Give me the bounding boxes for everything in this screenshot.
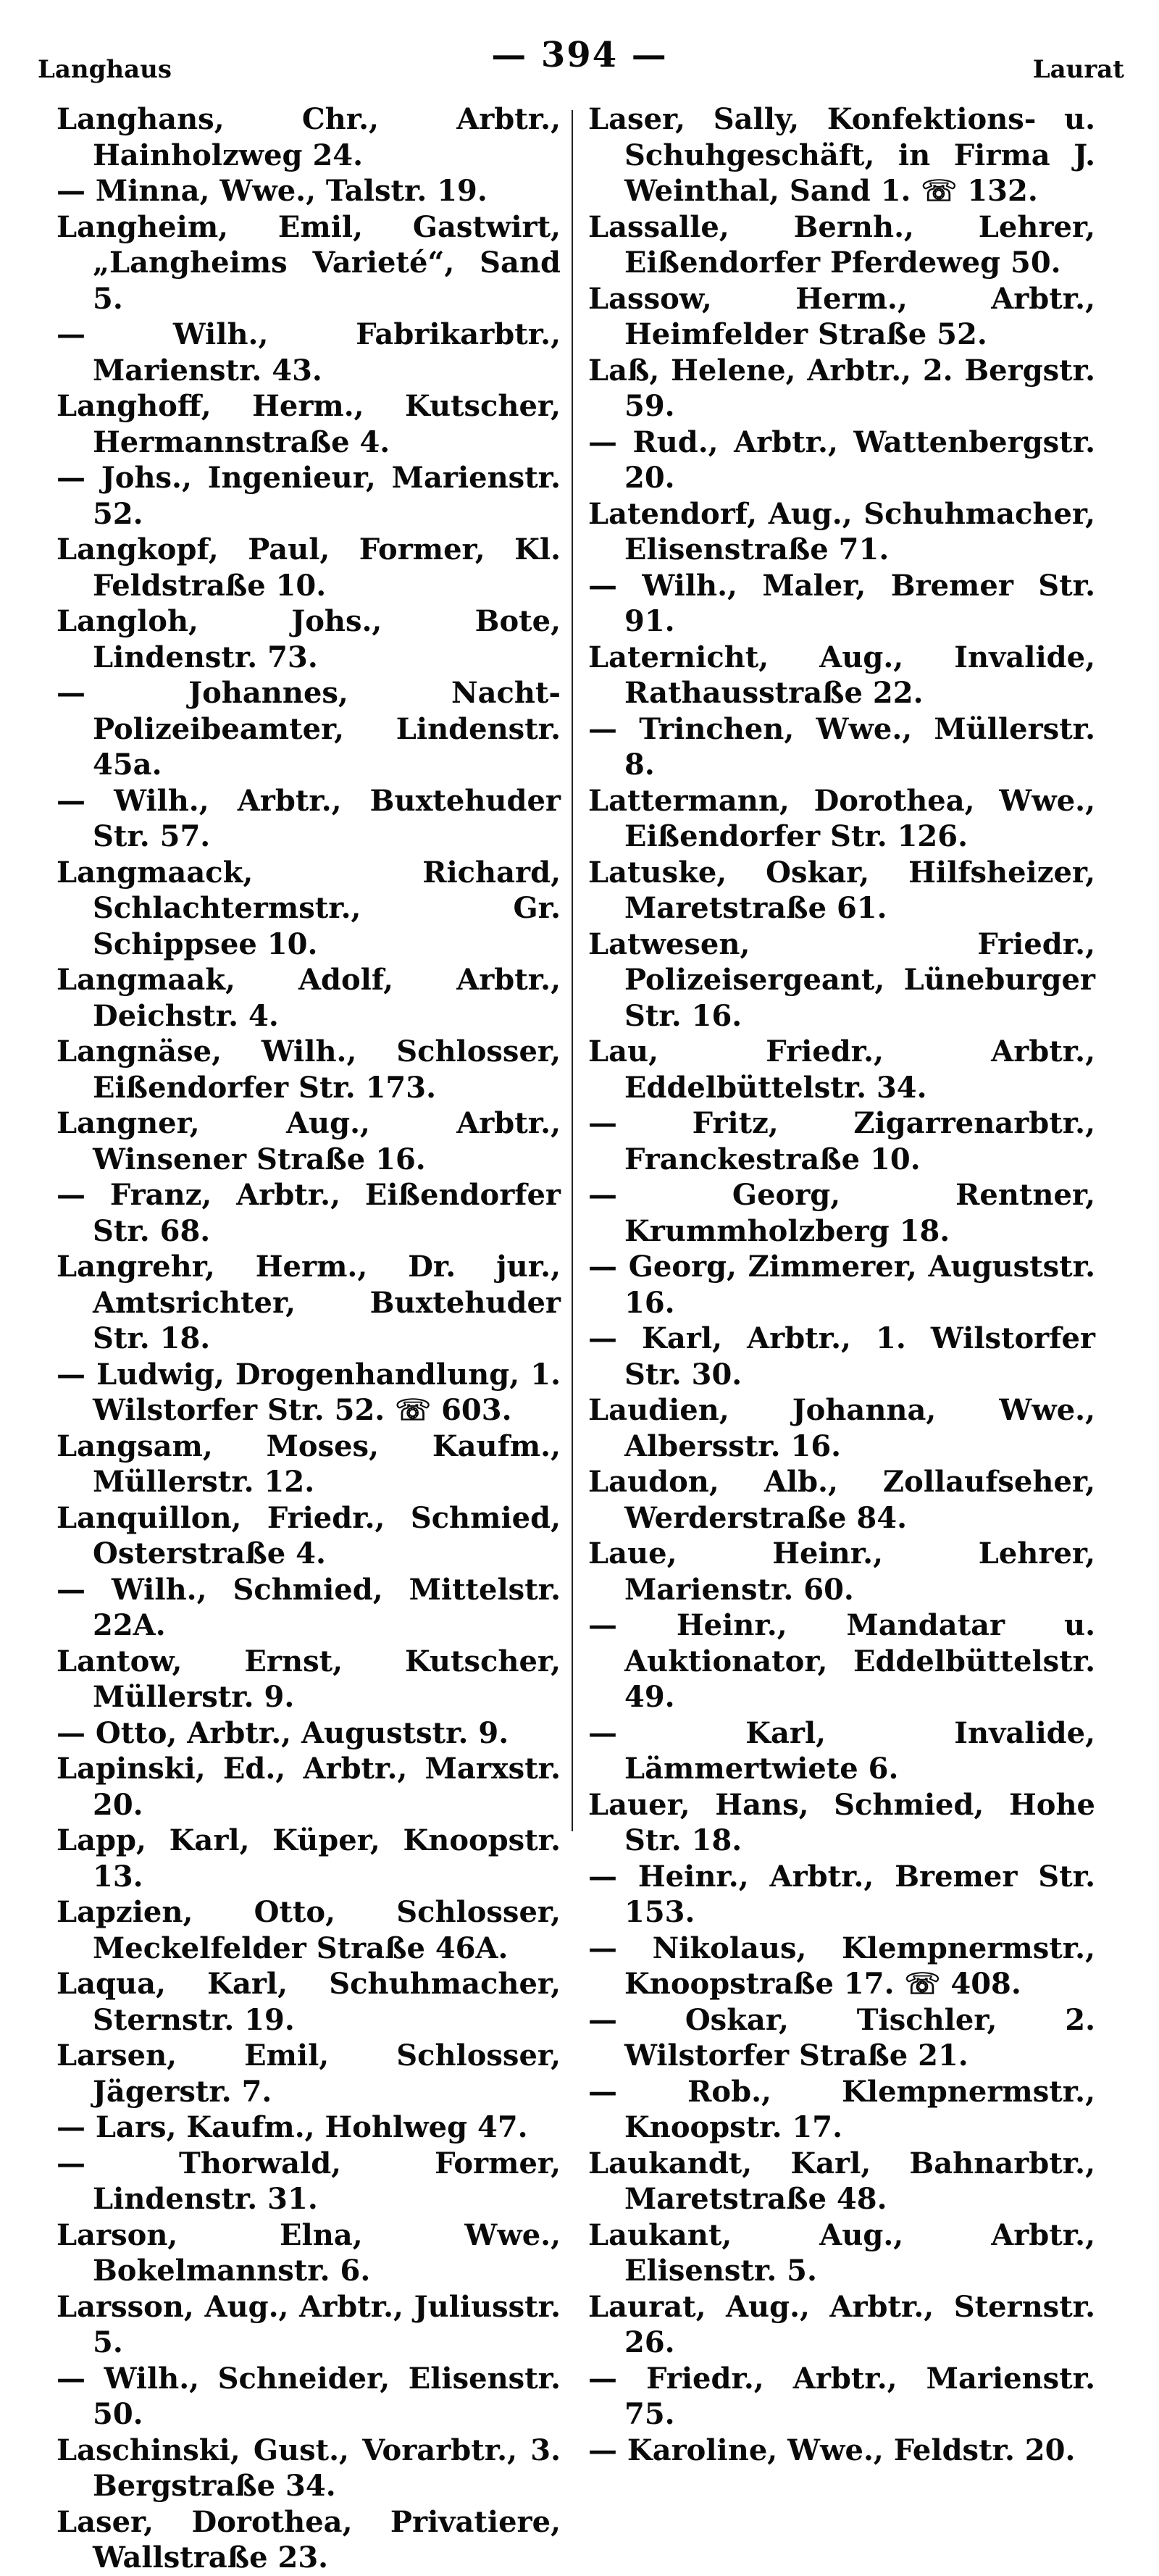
directory-entry: — Lars, Kaufm., Hohlweg 47. <box>57 2110 528 2144</box>
directory-entry: — Wilh., Schmied, Mittelstr. 22A. <box>57 1572 561 1642</box>
directory-entry: — Trinchen, Wwe., Müllerstr. 8. <box>588 711 1095 782</box>
directory-entry: — Heinr., Mandatar u. Auktionator, Eddelbüttelstr. 49. <box>588 1608 1095 1714</box>
directory-entry: Larsson, Aug., Arbtr., Juliusstr. 5. <box>57 2289 561 2359</box>
directory-entry: Laudon, Alb., Zollaufseher, Werderstraße 84. <box>588 1465 1095 1535</box>
directory-entry: Latendorf, Aug., Schuhmacher, Elisenstraße 71. <box>588 496 1095 566</box>
directory-entry: Laschinski, Gust., Vorarbtr., 3. Bergstraße 34. <box>57 2433 561 2503</box>
directory-entry: — Heinr., Arbtr., Bremer Str. 153. <box>588 1859 1095 1929</box>
directory-entry: — Karl, Invalide, Lämmertwiete 6. <box>588 1715 1095 1786</box>
directory-entry: — Thorwald, Former, Lindenstr. 31. <box>57 2146 561 2216</box>
directory-entry: Larsen, Emil, Schlosser, Jägerstr. 7. <box>57 2038 561 2109</box>
directory-entry: Lanquillon, Friedr., Schmied, Osterstraße 4. <box>57 1500 561 1571</box>
directory-entry: Langmaack, Richard, Schlachtermstr., Gr. Schippsee 10. <box>57 855 561 961</box>
directory-entry: — Nikolaus, Klempnermstr., Knoopstraße 17. ☏ 408. <box>588 1931 1095 2001</box>
directory-entry: — Friedr., Arbtr., Marienstr. 75. <box>588 2361 1095 2431</box>
directory-entry: — Johs., Ingenieur, Marienstr. 52. <box>57 461 561 531</box>
directory-entry: Lantow, Ernst, Kutscher, Müllerstr. 9. <box>57 1644 561 1714</box>
directory-entry: Langmaak, Adolf, Arbtr., Deichstr. 4. <box>57 963 561 1033</box>
page-number: — 394 — <box>491 35 668 75</box>
directory-entry: — Georg, Zimmerer, Auguststr. 16. <box>588 1250 1095 1320</box>
directory-entry: Langhoff, Herm., Kutscher, Hermannstraße 4. <box>57 389 561 459</box>
directory-entry: — Oskar, Tischler, 2. Wilstorfer Straße 21. <box>588 2002 1095 2073</box>
directory-entry: — Fritz, Zigarrenarbtr., Franckestraße 10. <box>588 1106 1095 1176</box>
directory-entry: Laue, Heinr., Lehrer, Marienstr. 60. <box>588 1536 1095 1607</box>
directory-entry: Langrehr, Herm., Dr. jur., Amtsrichter, Buxtehuder Str. 18. <box>57 1250 561 1355</box>
directory-entry: Laß, Helene, Arbtr., 2. Bergstr. 59. <box>588 353 1095 423</box>
right-column <box>588 101 1095 2468</box>
directory-entry: Lassow, Herm., Arbtr., Heimfelder Straße 52. <box>588 281 1095 351</box>
directory-entry: — Rud., Arbtr., Wattenbergstr. 20. <box>588 425 1095 495</box>
directory-entry: — Karl, Arbtr., 1. Wilstorfer Str. 30. <box>588 1321 1095 1392</box>
directory-entry: Lapp, Karl, Küper, Knoopstr. 13. <box>57 1823 561 1894</box>
directory-entry: Latuske, Oskar, Hilfsheizer, Maretstraße 61. <box>588 855 1095 925</box>
directory-entry: — Wilh., Fabrikarbtr., Marienstr. 43. <box>57 317 561 388</box>
directory-entry: — Ludwig, Drogenhandlung, 1. Wilstorfer Str. 52. ☏ 603. <box>57 1357 561 1427</box>
directory-entry: Laudien, Johanna, Wwe., Albersstr. 16. <box>588 1393 1095 1463</box>
left-column <box>57 101 561 2576</box>
directory-entry: Lattermann, Dorothea, Wwe., Eißendorfer Str. 126. <box>588 783 1095 853</box>
directory-entry: Langnäse, Wilh., Schlosser, Eißendorfer Str. 173. <box>57 1034 561 1105</box>
directory-entry: — Georg, Rentner, Krummholzberg 18. <box>588 1178 1095 1248</box>
directory-entry: Larson, Elna, Wwe., Bokelmannstr. 6. <box>57 2217 561 2288</box>
directory-entry: — Wilh., Schneider, Elisenstr. 50. <box>57 2361 561 2431</box>
directory-entry: — Minna, Wwe., Talstr. 19. <box>57 174 488 208</box>
directory-entry: Laternicht, Aug., Invalide, Rathausstraße 22. <box>588 640 1095 710</box>
directory-entry: Langkopf, Paul, Former, Kl. Feldstraße 10. <box>57 532 561 603</box>
directory-entry: Langheim, Emil, Gastwirt, „Langheims Varieté“, Sand 5. <box>57 209 561 316</box>
directory-entry: — Karoline, Wwe., Feldstr. 20. <box>588 2433 1076 2467</box>
directory-entry: Langhans, Chr., Arbtr., Hainholzweg 24. <box>57 102 561 172</box>
page-header <box>0 35 1159 85</box>
directory-entry: Laukandt, Karl, Bahnarbtr., Maretstraße 48. <box>588 2146 1095 2216</box>
directory-entry: Langsam, Moses, Kaufm., Müllerstr. 12. <box>57 1429 561 1499</box>
directory-entry: — Franz, Arbtr., Eißendorfer Str. 68. <box>57 1178 561 1248</box>
directory-entry: Latwesen, Friedr., Polizeisergeant, Lüneburger Str. 16. <box>588 927 1095 1033</box>
directory-entry: — Johannes, Nacht-Polizeibeamter, Lindenstr. 45a. <box>57 676 561 782</box>
directory-entry: — Wilh., Arbtr., Buxtehuder Str. 57. <box>57 783 561 853</box>
directory-entry: Laser, Dorothea, Privatiere, Wallstraße 23. <box>57 2504 561 2575</box>
directory-entry: Lassalle, Bernh., Lehrer, Eißendorfer Pferdeweg 50. <box>588 209 1095 280</box>
directory-entry: Laurat, Aug., Arbtr., Sternstr. 26. <box>588 2289 1095 2359</box>
directory-entry: Lapzien, Otto, Schlosser, Meckelfelder Straße 46A. <box>57 1895 561 1965</box>
directory-entry: — Otto, Arbtr., Auguststr. 9. <box>57 1715 509 1750</box>
directory-entry: Langner, Aug., Arbtr., Winsener Straße 16. <box>57 1106 561 1176</box>
column-divider <box>572 110 573 1831</box>
running-head-left: Langhaus <box>38 55 172 84</box>
directory-entry: Laqua, Karl, Schuhmacher, Sternstr. 19. <box>57 1967 561 2037</box>
directory-entry: Laukant, Aug., Arbtr., Elisenstr. 5. <box>588 2217 1095 2288</box>
running-head-right: Laurat <box>1032 55 1124 84</box>
directory-entry: Laser, Sally, Konfektions- u. Schuhgeschäft, in Firma J. Weinthal, Sand 1. ☏ 132. <box>588 102 1095 208</box>
directory-entry: — Wilh., Maler, Bremer Str. 91. <box>588 568 1095 638</box>
directory-entry: Langloh, Johs., Bote, Lindenstr. 73. <box>57 604 561 674</box>
directory-entry: — Rob., Klempnermstr., Knoopstr. 17. <box>588 2074 1095 2144</box>
directory-entry: Lau, Friedr., Arbtr., Eddelbüttelstr. 34. <box>588 1034 1095 1105</box>
directory-entry: Lauer, Hans, Schmied, Hohe Str. 18. <box>588 1787 1095 1857</box>
directory-entry: Lapinski, Ed., Arbtr., Marxstr. 20. <box>57 1752 561 1822</box>
